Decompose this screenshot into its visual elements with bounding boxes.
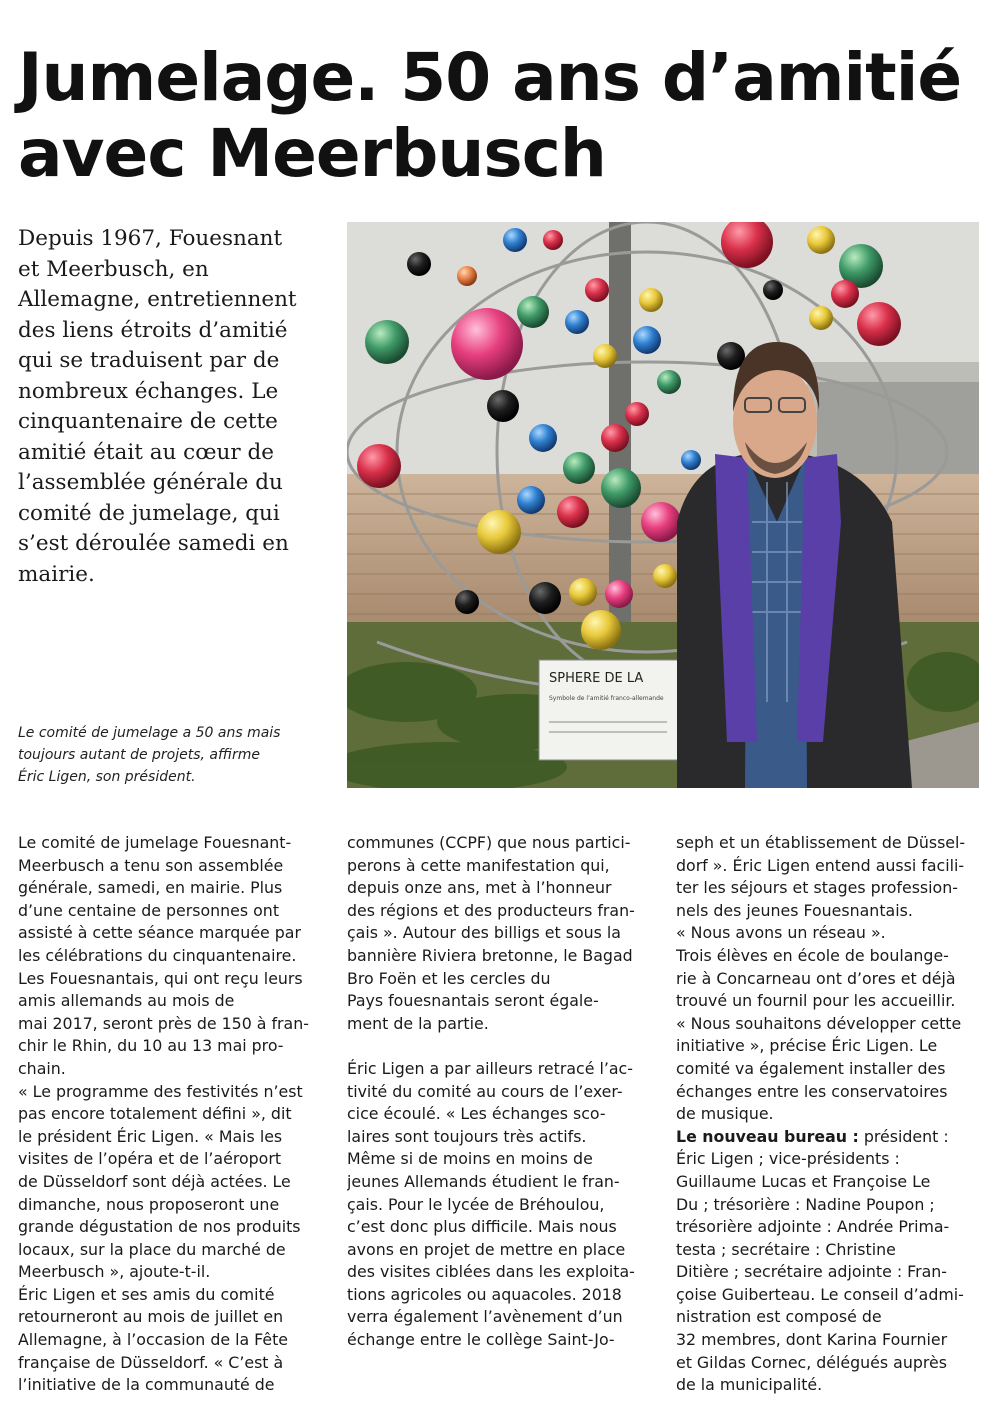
body-text-line: Guillaume Lucas et Françoise Le (676, 1171, 931, 1191)
body-text-line: amis allemands au mois de (18, 991, 235, 1011)
body-text-line: Bro Foën et les cercles du (347, 968, 551, 988)
headline-line-1: Jumelage. 50 ans d’amitié (18, 39, 962, 116)
body-text-line: depuis onze ans, met à l’honneur (347, 878, 612, 898)
body-column-2-part-1 (347, 832, 652, 1035)
body-column-1 (18, 832, 323, 1397)
body-text-line: çoise Guiberteau. Le conseil d’admi- (676, 1284, 964, 1304)
sign-title: SPHERE DE LA (549, 671, 644, 686)
body-text-line: « Nous avons un réseau ». (676, 923, 886, 943)
lede-line: l’assemblée générale du (18, 470, 283, 495)
body-text-line: testa ; secrétaire : Christine (676, 1239, 896, 1259)
body-text-line: l’initiative de la communauté de (18, 1375, 275, 1395)
body-text-line: Du ; trésorière : Nadine Poupon ; (676, 1194, 935, 1214)
body-text-line: Les Fouesnantais, qui ont reçu leurs (18, 968, 303, 988)
bureau-lead: Le nouveau bureau : (676, 1126, 859, 1146)
body-text-line: nels des jeunes Fouesnantais. (676, 900, 913, 920)
body-text-line: tivité du comité au cours de l’exer- (347, 1081, 623, 1101)
body-text-line: trésorière adjointe : Andrée Prima- (676, 1217, 950, 1237)
body-text-line: générale, samedi, en mairie. Plus (18, 878, 283, 898)
body-text-line: c’est donc plus difficile. Mais nous (347, 1217, 617, 1237)
body-text-line: tions agricoles ou aquacoles. 2018 (347, 1284, 622, 1304)
caption-line: Éric Ligen, son président. (18, 769, 196, 785)
body-text-line: de musique. (676, 1104, 774, 1124)
body-text-line: locaux, sur la place du marché de (18, 1239, 286, 1259)
body-text-line: les célébrations du cinquantenaire. (18, 945, 297, 965)
caption-line: Le comité de jumelage a 50 ans mais (18, 725, 281, 741)
body-text-line: des visites ciblées dans les exploita- (347, 1262, 635, 1282)
body-text-line: 32 membres, dont Karina Fournier (676, 1330, 948, 1350)
body-text-line: Meerbusch », ajoute-t-il. (18, 1262, 211, 1282)
body-text-line: Allemagne, à l’occasion de la Fête (18, 1330, 289, 1350)
body-text-line: Éric Ligen et ses amis du comité (18, 1284, 275, 1304)
body-text-line: çais ». Autour des billigs et sous la (347, 923, 621, 943)
body-text-line: çais. Pour le lycée de Bréhoulou, (347, 1194, 605, 1214)
lede-line: mairie. (18, 561, 95, 587)
body-text-line: initiative », précise Éric Ligen. Le (676, 1036, 938, 1056)
body-text-line: dimanche, nous proposeront une (18, 1194, 280, 1214)
body-text-line: verra également l’avènement d’un (347, 1307, 623, 1327)
lede-line: Depuis 1967, Fouesnant (18, 226, 283, 251)
lede-line: cinquantenaire de cette (18, 409, 278, 434)
lede-line: s’est déroulée samedi en (18, 531, 289, 556)
lede-line: et Meerbusch, en (18, 256, 209, 282)
body-text-line: visites de l’opéra et de l’aéroport (18, 1149, 282, 1169)
lede-line: amitié était au cœur de (18, 439, 274, 465)
lede-line: nombreux échanges. Le (18, 378, 279, 404)
body-text-line: grande dégustation de nos produits (18, 1217, 301, 1237)
body-text-line: laires sont toujours très actifs. (347, 1126, 587, 1146)
body-text-line: Meerbusch a tenu son assemblée (18, 855, 284, 875)
body-column-2 (347, 832, 652, 1352)
body-text-line: comité va également installer des (676, 1058, 946, 1078)
body-text-line: retourneront au mois de juillet en (18, 1307, 284, 1327)
body-column-3 (676, 832, 981, 1397)
body-text-line: seph et un établissement de Düssel- (676, 833, 966, 852)
body-text-line: Ditière ; secrétaire adjointe : Fran- (676, 1262, 947, 1282)
body-text-line: nistration est composé de (676, 1307, 882, 1327)
body-text-line: avons en projet de mettre en place (347, 1239, 626, 1259)
body-text-line: Trois élèves en école de boulange- (676, 945, 949, 965)
body-column-3-part-1 (676, 832, 981, 1126)
body-text-line: pas encore totalement défini », dit (18, 1104, 292, 1124)
body-text-line: échange entre le collège Saint-Jo- (347, 1330, 615, 1350)
body-text-line: « Le programme des festivités n’est (18, 1081, 303, 1101)
body-column-3-part-2 (676, 1148, 981, 1397)
body-text-line: Éric Ligen ; vice-présidents : (676, 1149, 900, 1169)
body-text-line: française de Düsseldorf. « C’est à (18, 1352, 284, 1372)
headline-line-2: avec Meerbusch (18, 115, 606, 192)
body-text-line: trouvé un fournil pour les accueillir. (676, 991, 956, 1011)
bureau-first-rest: président : (858, 1126, 949, 1146)
body-text-line: Le comité de jumelage Fouesnant- (18, 833, 292, 852)
body-text-line: cice écoulé. « Les échanges sco- (347, 1104, 606, 1124)
article-lede (18, 224, 323, 590)
body-text-line: « Nous souhaitons développer cette (676, 1013, 962, 1033)
body-text-line: assisté à cette séance marquée par (18, 923, 301, 943)
body-text-line: dorf ». Éric Ligen entend aussi facili- (676, 855, 965, 875)
body-column-2-part-2 (347, 1058, 652, 1352)
body-text-line: de la municipalité. (676, 1375, 823, 1395)
body-text-line: chain. (18, 1058, 66, 1078)
body-text-line: chir le Rhin, du 10 au 13 mai pro- (18, 1036, 284, 1056)
bureau-first-line (676, 1126, 981, 1149)
lede-line: Allemagne, entretiennent (18, 287, 297, 312)
body-text-line: Pays fouesnantais seront égale- (347, 991, 599, 1011)
body-text-line: jeunes Allemands étudient le fran- (347, 1171, 620, 1191)
body-text-line: ment de la partie. (347, 1013, 489, 1033)
body-text-line: le président Éric Ligen. « Mais les (18, 1126, 283, 1146)
body-text-line: d’une centaine de personnes ont (18, 900, 280, 920)
body-text-line: de Düsseldorf sont déjà actées. Le (18, 1171, 291, 1191)
body-text-line: Même si de moins en moins de (347, 1149, 593, 1169)
body-text-line: Éric Ligen a par ailleurs retracé l’ac- (347, 1058, 633, 1078)
lede-line: comité de jumelage, qui (18, 500, 280, 526)
lede-line: qui se traduisent par de (18, 348, 280, 373)
article-headline (18, 40, 988, 192)
caption-line: toujours autant de projets, affirme (18, 747, 261, 763)
body-text-line: mai 2017, seront près de 150 à fran- (18, 1013, 309, 1033)
body-text-line: ter les séjours et stages profession- (676, 878, 958, 898)
article-photo (347, 222, 979, 788)
body-text-line: rie à Concarneau ont d’ores et déjà (676, 968, 956, 988)
body-text-line: échanges entre les conservatoires (676, 1081, 948, 1101)
body-text-line: bannière Riviera bretonne, le Bagad (347, 945, 633, 965)
sign-subtitle: Symbole de l’amitié franco-allemande (549, 695, 664, 702)
body-text-line: perons à cette manifestation qui, (347, 855, 610, 875)
photo-caption (18, 722, 338, 788)
lede-line: des liens étroits d’amitié (18, 317, 288, 343)
sculpture-sign (539, 660, 685, 760)
body-text-line: et Gildas Cornec, délégués auprès (676, 1352, 947, 1372)
body-text-line: communes (CCPF) que nous partici- (347, 833, 631, 852)
body-text-line: des régions et des producteurs fran- (347, 900, 635, 920)
